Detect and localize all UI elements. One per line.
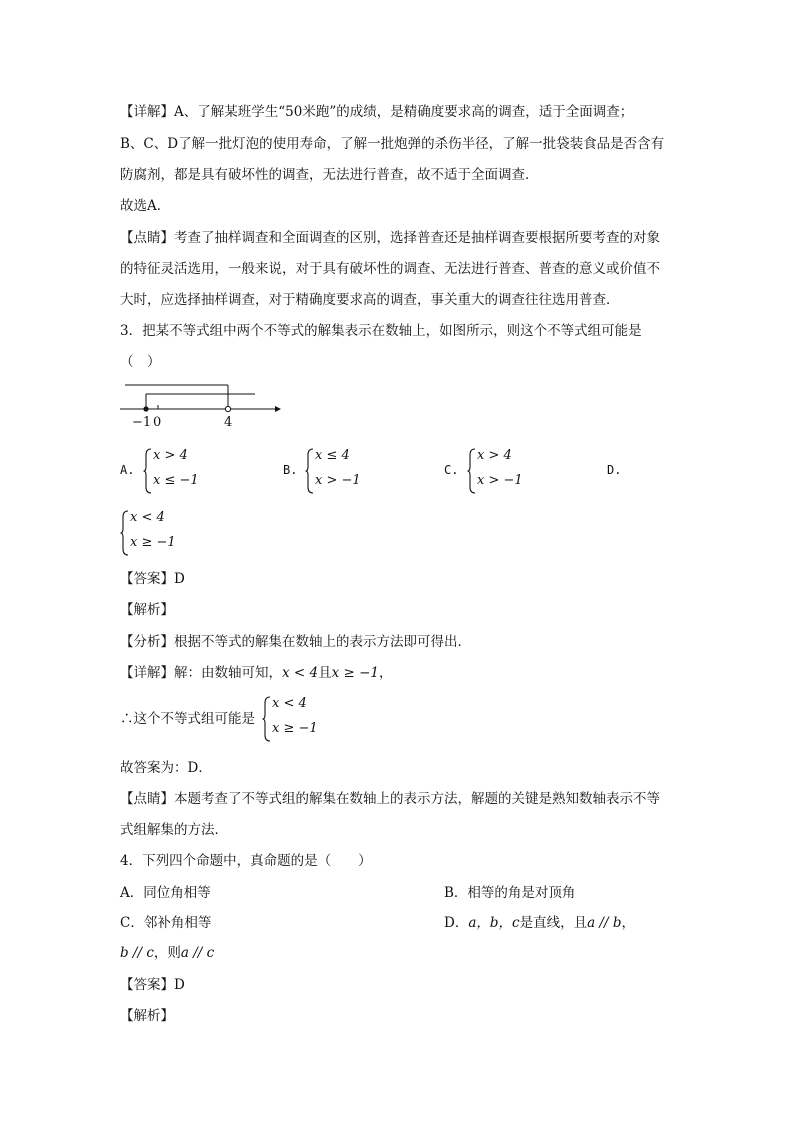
option-b-ineq2: x > −1 (315, 473, 361, 488)
option-a-ineq2: x ≤ −1 (153, 473, 199, 488)
axis-label-0: 0 (153, 415, 162, 430)
q2-comment-line2: 的特征灵活选用，一般来说，对于具有破坏性的调查、无法进行普查、普查的意义或价值不 (120, 261, 660, 277)
option-a-system (143, 448, 213, 494)
q2-comment-line3: 大时，应选择抽样调查，对于精确度要求高的调查，事关重大的调查往往选用普查． (120, 292, 620, 308)
q4-option-a: A．同位角相等 (120, 885, 211, 901)
q3-analysis: 【分析】根据不等式的解集在数轴上的表示方法即可得出． (120, 634, 471, 650)
option-c-system (467, 448, 537, 494)
q2-comment-line1: 【点睛】考查了抽样调查和全面调查的区别，选择普查还是抽样调查要根据所要考查的对象 (120, 230, 660, 246)
q3-therefore-system (262, 696, 332, 742)
q3-therefore-ineq2: x ≥ −1 (272, 721, 318, 736)
q3-analysis-head: 【解析】 (120, 602, 174, 618)
q3-answer: 【答案】D (120, 571, 185, 587)
q4-analysis-head: 【解析】 (120, 1008, 174, 1024)
q3-therefore: ∴这个不等式组可能是 (120, 711, 255, 727)
q3-detail-and: 且 (318, 665, 332, 681)
q2-detail-line1: 【详解】A、了解某班学生“50米跑”的成绩，是精确度要求高的调查，适于全面调查； (120, 104, 634, 120)
q4-d-then: ，则 (153, 945, 181, 961)
option-c-ineq2: x > −1 (477, 473, 523, 488)
q2-detail-line2: B、C、D了解一批灯泡的使用寿命，了解一批炮弹的杀伤半径，了解一批袋装食品是否含有 (120, 136, 665, 152)
axis-label-4: 4 (224, 415, 233, 430)
q3-comment-line1: 【点睛】本题考查了不等式组的解集在数轴上的表示方法，解题的关键是熟知数轴表示不等 (120, 791, 660, 807)
q4-option-d-line1 (444, 913, 635, 933)
q3-stem-line2: （ ） (120, 354, 161, 370)
q3-therefore-ineq1: x < 4 (272, 696, 307, 711)
q4-answer: 【答案】D (120, 977, 185, 993)
q2-choice: 故选A． (120, 198, 171, 214)
option-d-system (120, 510, 190, 556)
q4-d-prefix: D． (444, 915, 469, 931)
number-line-figure (115, 380, 285, 432)
q3-detail (120, 663, 393, 683)
q3-detail-math2: x ≥ −1 (331, 665, 380, 681)
option-d-ineq1: x < 4 (130, 510, 165, 525)
option-b-system (305, 448, 375, 494)
option-b-ineq1: x ≤ 4 (315, 448, 350, 463)
q3-detail-math1: x < 4 (282, 665, 319, 681)
q3-stem-line1: 3．把某不等式组中两个不等式的解集表示在数轴上，如图所示，则这个不等式组可能是 (120, 323, 642, 339)
q3-detail-suffix: ， (379, 665, 393, 681)
q4-d-vars: a，b，c (468, 915, 520, 931)
option-d-ineq2: x ≥ −1 (130, 535, 176, 550)
q4-stem: 4．下列四个命题中，真命题的是（ ） (120, 853, 372, 869)
q4-d-mid: 是直线，且 (519, 915, 588, 931)
option-c-ineq1: x > 4 (477, 448, 512, 463)
q4-d-concl: a // c (180, 945, 215, 961)
q2-detail-line3: 防腐剂，都是具有破坏性的调查，无法进行普查，故不适于全面调查． (120, 167, 539, 183)
option-c-label: C. (444, 463, 459, 477)
q4-option-d-line2 (120, 943, 214, 963)
option-b-label: B. (283, 463, 298, 477)
q4-option-c: C．邻补角相等 (120, 915, 212, 931)
q3-detail-prefix: 【详解】解：由数轴可知， (120, 665, 282, 681)
q4-d-rel1: a // b (587, 915, 622, 931)
q3-final: 故答案为：D． (120, 760, 212, 776)
q4-option-b: B．相等的角是对顶角 (444, 885, 576, 901)
q3-comment-line2: 式组解集的方法． (120, 822, 228, 838)
option-a-label: A. (120, 463, 135, 477)
q4-d-comma: ， (621, 915, 635, 931)
q4-d-rel2: b // c (120, 945, 154, 961)
option-d-label: D. (607, 463, 622, 477)
axis-label-neg1: −1 (132, 415, 152, 430)
option-a-ineq1: x > 4 (153, 448, 188, 463)
